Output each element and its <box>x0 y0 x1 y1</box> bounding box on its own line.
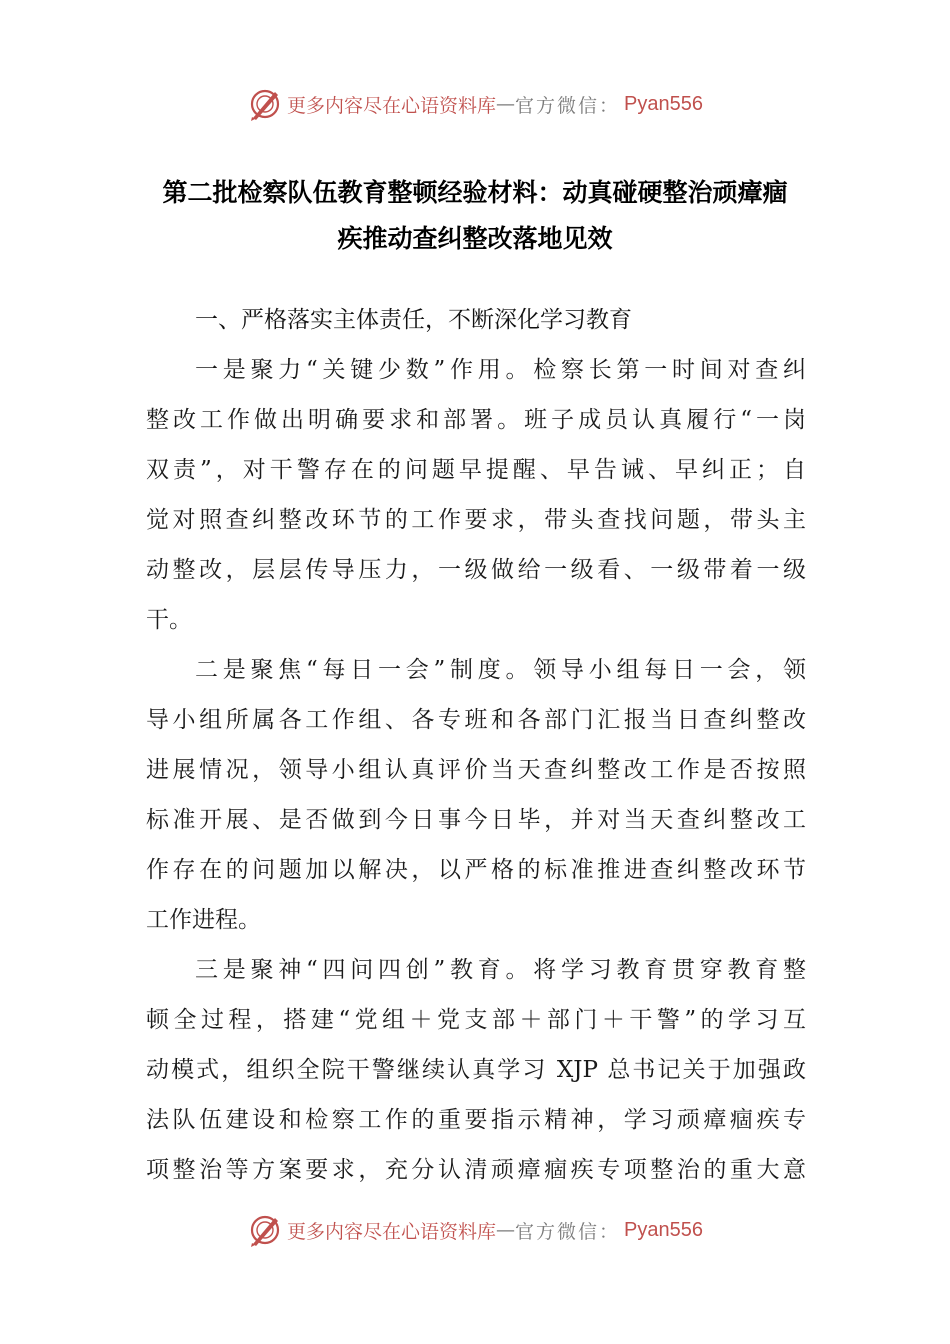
body-line: 干。 <box>146 607 192 633</box>
body-line: 法队伍建设和检察工作的重要指示精神，学习顽瘴痼疾专 <box>146 1107 806 1133</box>
footer-banner <box>0 1210 950 1250</box>
body-line: 工作进程。 <box>146 907 261 933</box>
body-line: 双责”，对干警存在的问题早提醒、早告诫、早纠正；自 <box>146 457 806 483</box>
body-line: 标准开展、是否做到今日事今日毕，并对当天查纠整改工 <box>146 807 806 833</box>
body-line: 动模式，组织全院干警继续认真学习 XJP 总书记关于加强政 <box>146 1057 806 1083</box>
body-line: 整改工作做出明确要求和部署。班子成员认真履行“一岗 <box>146 407 806 433</box>
body-line: 进展情况，领导小组认真评价当天查纠整改工作是否按照 <box>146 757 806 783</box>
body-line: 觉对照查纠整改环节的工作要求，带头查找问题，带头主 <box>146 507 806 533</box>
body-line: 三是聚神“四问四创”教育。将学习教育贯穿教育整 <box>195 957 806 983</box>
body-line: 动整改，层层传导压力，一级做给一级看、一级带着一级 <box>146 557 806 583</box>
body-line: 一是聚力“关键少数”作用。检察长第一时间对查纠 <box>195 357 806 383</box>
quill-seal-icon <box>247 86 283 122</box>
banner-wechat-id: Pyan556 <box>624 1218 703 1241</box>
document-title-line-1: 第二批检察队伍教育整顿经验材料：动真碰硬整治顽瘴痼 <box>162 178 788 207</box>
section-heading: 一、严格落实主体责任，不断深化学习教育 <box>195 307 632 333</box>
banner-wechat-id: Pyan556 <box>624 92 703 115</box>
banner-official-label: 官方微信： <box>515 1220 621 1243</box>
body-line: 作存在的问题加以解决，以严格的标准推进查纠整改环节 <box>146 857 806 883</box>
banner-brand: 更多内容尽在心语资料库 <box>287 94 497 117</box>
quill-seal-icon <box>247 1212 283 1248</box>
banner-dash: — <box>496 1219 516 1241</box>
banner-dash: — <box>496 93 516 115</box>
banner-brand: 更多内容尽在心语资料库 <box>287 1220 497 1243</box>
body-line: 项整治等方案要求，充分认清顽瘴痼疾专项整治的重大意 <box>146 1157 806 1183</box>
body-line: 二是聚焦“每日一会”制度。领导小组每日一会，领 <box>195 657 806 683</box>
document-title-line-2: 疾推动查纠整改落地见效 <box>337 224 613 253</box>
header-banner <box>0 84 950 124</box>
body-line: 导小组所属各工作组、各专班和各部门汇报当日查纠整改 <box>146 707 806 733</box>
banner-official-label: 官方微信： <box>515 94 621 117</box>
body-line: 顿全过程，搭建“党组＋党支部＋部门＋干警”的学习互 <box>146 1007 806 1033</box>
